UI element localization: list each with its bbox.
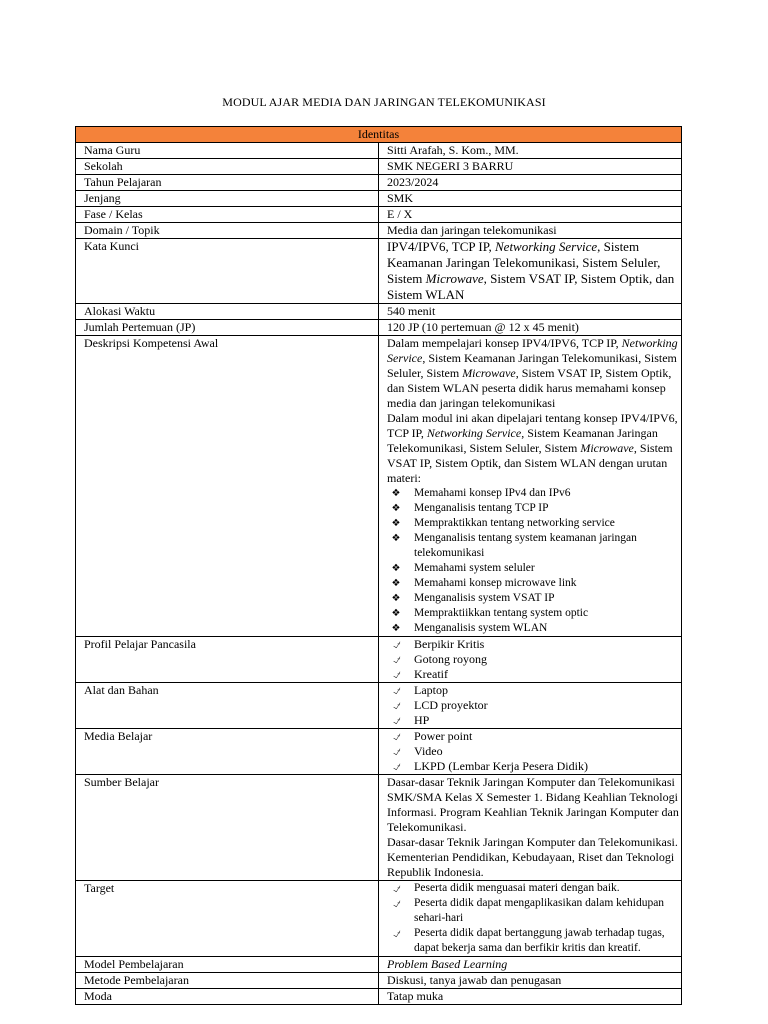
check-icon: ⍻ — [392, 729, 400, 743]
checklist — [387, 881, 681, 956]
table-row — [76, 304, 682, 320]
text-run: , Sistem VSAT IP, Sistem Optik, dan Sistem WLAN — [387, 271, 675, 302]
diamond-bullet-icon: ❖ — [391, 563, 401, 574]
table-row — [76, 881, 682, 957]
list-item-text: Menganalisis system WLAN — [414, 622, 548, 634]
table-row — [76, 239, 682, 304]
table-row — [76, 159, 682, 175]
text-run-italic: Microwave — [425, 271, 484, 286]
text-run: , Sistem Keamanan Jaringan Telekomunikasi, Sistem Seluler, Sistem — [387, 239, 661, 286]
list-item — [387, 606, 681, 621]
check-icon: ⍻ — [392, 926, 400, 940]
list-item — [387, 501, 681, 516]
text-run-italic: Microwave — [580, 441, 634, 455]
learning-sources — [379, 775, 682, 881]
list-item — [387, 621, 681, 636]
phase-class: E / X — [379, 207, 682, 223]
paragraph — [387, 336, 681, 411]
row-label: Sekolah — [76, 159, 379, 175]
check-icon: ⍻ — [392, 683, 400, 697]
diamond-bullet-icon: ❖ — [391, 518, 401, 529]
list-item — [387, 652, 681, 667]
list-item-text: Memahami konsep IPv4 dan IPv6 — [414, 487, 571, 499]
row-label: Profil Pelajar Pancasila — [76, 637, 379, 683]
list-item-text: Menganalisis tentang TCP IP — [414, 502, 549, 514]
list-item-text: Memahami system seluler — [414, 562, 535, 574]
row-label: Metode Pembelajaran — [76, 973, 379, 989]
time-allocation: 540 menit — [379, 304, 682, 320]
paragraph: Dasar-dasar Teknik Jaringan Komputer dan Telekomunikasi. Kementerian Pendidikan, Kebudayaan, Riset dan Teknologi Republik Indonesia. — [387, 835, 678, 879]
check-icon: ⍻ — [392, 744, 400, 758]
diamond-bullet-icon: ❖ — [391, 593, 401, 604]
check-icon: ⍻ — [392, 637, 400, 651]
row-label: Media Belajar — [76, 729, 379, 775]
list-item-text: HP — [414, 713, 430, 727]
table-row — [76, 775, 682, 881]
row-label: Moda — [76, 989, 379, 1005]
school-name: SMK NEGERI 3 BARRU — [379, 159, 682, 175]
school-level: SMK — [379, 191, 682, 207]
table-row — [76, 175, 682, 191]
table-row — [76, 957, 682, 973]
diamond-bullet-icon: ❖ — [391, 608, 401, 619]
tools-materials — [379, 683, 682, 729]
diamond-bullet-icon: ❖ — [391, 503, 401, 514]
text-run: Dalam mempelajari konsep IPV4/IPV6, TCP IP, — [387, 336, 622, 350]
list-item — [387, 744, 681, 759]
text-run-italic: Networking Service — [426, 426, 522, 440]
paragraph: Dasar-dasar Teknik Jaringan Komputer dan Telekomunikasi SMK/SMA Kelas X Semester 1. Bidang Keahlian Teknologi Informasi. Program Keahlian Teknik Jaringan Komputer dan Telekomunikasi. — [387, 775, 679, 834]
table-row — [76, 973, 682, 989]
material-list — [387, 486, 681, 636]
text-run-italic: Networking Service — [387, 336, 678, 365]
text-run: , Sistem VSAT IP, Sistem Optik, dan Sistem WLAN peserta didik harus memahami konsep media dan jaringan telekomunikasi — [387, 366, 672, 410]
row-label: Kata Kunci — [76, 239, 379, 304]
row-label: Jenjang — [76, 191, 379, 207]
check-icon: ⍻ — [392, 881, 400, 895]
checklist — [387, 729, 681, 774]
list-item-text: Video — [414, 744, 443, 758]
table-row — [76, 223, 682, 239]
text-run: IPV4/IPV6, TCP IP, — [387, 239, 495, 254]
list-item — [387, 683, 681, 698]
list-item — [387, 698, 681, 713]
table-row — [76, 637, 682, 683]
table-row — [76, 191, 682, 207]
learning-model — [379, 957, 682, 973]
domain-topic: Media dan jaringan telekomunikasi — [379, 223, 682, 239]
diamond-bullet-icon: ❖ — [391, 578, 401, 589]
list-item — [387, 516, 681, 531]
list-item — [387, 896, 681, 926]
list-item-text: Kreatif — [414, 667, 448, 681]
paragraph — [387, 411, 681, 486]
text-run: Dalam modul ini akan dipelajari tentang konsep IPV4/IPV6, TCP IP, — [387, 411, 678, 440]
check-icon: ⍻ — [392, 667, 400, 681]
list-item — [387, 561, 681, 576]
list-item-text: Menganalisis system VSAT IP — [414, 592, 555, 604]
table-row — [76, 143, 682, 159]
text-run-italic: Networking Service — [495, 239, 598, 254]
section-header: Identitas — [76, 127, 682, 143]
document-title: MODUL AJAR MEDIA DAN JARINGAN TELEKOMUNIKASI — [222, 95, 546, 109]
list-item — [387, 881, 681, 896]
check-icon: ⍻ — [392, 896, 400, 910]
list-item-text: Peserta didik dapat mengaplikasikan dalam kehidupan sehari-hari — [414, 897, 665, 924]
learning-method: Diskusi, tanya jawab dan penugasan — [379, 973, 682, 989]
list-item-text: LKPD (Lembar Kerja Pesera Didik) — [414, 759, 588, 773]
list-item-text: Mempraktiikkan tentang system optic — [414, 607, 589, 619]
list-item — [387, 531, 681, 561]
meeting-count: 120 JP (10 pertemuan @ 12 x 45 menit) — [379, 320, 682, 336]
row-label: Model Pembelajaran — [76, 957, 379, 973]
list-item-text: Peserta didik dapat bertanggung jawab terhadap tugas, dapat bekerja sama dan berfikir kritis dan kreatif. — [414, 927, 665, 954]
row-label: Alat dan Bahan — [76, 683, 379, 729]
check-icon: ⍻ — [392, 713, 400, 727]
checklist — [387, 683, 681, 728]
row-label: Sumber Belajar — [76, 775, 379, 881]
list-item-text: Menganalisis tentang system keamanan jaringan telekomunikasi — [414, 532, 637, 559]
diamond-bullet-icon: ❖ — [391, 533, 401, 544]
list-item — [387, 759, 681, 774]
list-item-text: Power point — [414, 729, 473, 743]
row-label: Jumlah Pertemuan (JP) — [76, 320, 379, 336]
diamond-bullet-icon: ❖ — [391, 488, 401, 499]
list-item — [387, 486, 681, 501]
row-label: Domain / Topik — [76, 223, 379, 239]
list-item — [387, 576, 681, 591]
text-run-italic: Microwave — [462, 366, 516, 380]
diamond-bullet-icon: ❖ — [391, 623, 401, 634]
learning-media — [379, 729, 682, 775]
table-row — [76, 207, 682, 223]
text-run: , Sistem Keamanan Jaringan Telekomunikasi, Sistem Seluler, Sistem — [387, 351, 677, 380]
table-row — [76, 729, 682, 775]
row-label: Target — [76, 881, 379, 957]
teacher-name: Sitti Arafah, S. Kom., MM. — [379, 143, 682, 159]
academic-year: 2023/2024 — [379, 175, 682, 191]
keywords — [379, 239, 682, 304]
table-row — [76, 320, 682, 336]
table-row — [76, 336, 682, 637]
text-run: , Sistem Keamanan Jaringan Telekomunikasi, Sistem Seluler, Sistem — [387, 426, 658, 455]
pancasila-profile — [379, 637, 682, 683]
list-item-text: Memahami konsep microwave link — [414, 577, 577, 589]
list-item — [387, 713, 681, 728]
row-label: Nama Guru — [76, 143, 379, 159]
check-icon: ⍻ — [392, 652, 400, 666]
list-item-text: Peserta didik menguasai materi dengan baik. — [414, 882, 620, 894]
list-item — [387, 667, 681, 682]
checklist — [387, 637, 681, 682]
list-item — [387, 926, 681, 956]
table-row — [76, 989, 682, 1005]
table-row — [76, 683, 682, 729]
list-item — [387, 637, 681, 652]
list-item — [387, 729, 681, 744]
text-run-italic: Problem Based Learning — [387, 957, 508, 971]
competency-description — [379, 336, 682, 637]
learning-mode: Tatap muka — [379, 989, 682, 1005]
row-label: Tahun Pelajaran — [76, 175, 379, 191]
row-label: Deskripsi Kompetensi Awal — [76, 336, 379, 637]
list-item-text: Laptop — [414, 683, 448, 697]
row-label: Alokasi Waktu — [76, 304, 379, 320]
list-item-text: Berpikir Kritis — [414, 637, 485, 651]
check-icon: ⍻ — [392, 759, 400, 773]
list-item-text: Mempraktikkan tentang networking service — [414, 517, 615, 529]
row-label: Fase / Kelas — [76, 207, 379, 223]
check-icon: ⍻ — [392, 698, 400, 712]
text-run: , Sistem VSAT IP, Sistem Optik, dan Sistem WLAN dengan urutan materi: — [387, 441, 673, 485]
identity-table — [75, 126, 682, 1005]
list-item-text: Gotong royong — [414, 652, 487, 666]
list-item — [387, 591, 681, 606]
section-header-row — [76, 127, 682, 143]
list-item-text: LCD proyektor — [414, 698, 488, 712]
targets — [379, 881, 682, 957]
